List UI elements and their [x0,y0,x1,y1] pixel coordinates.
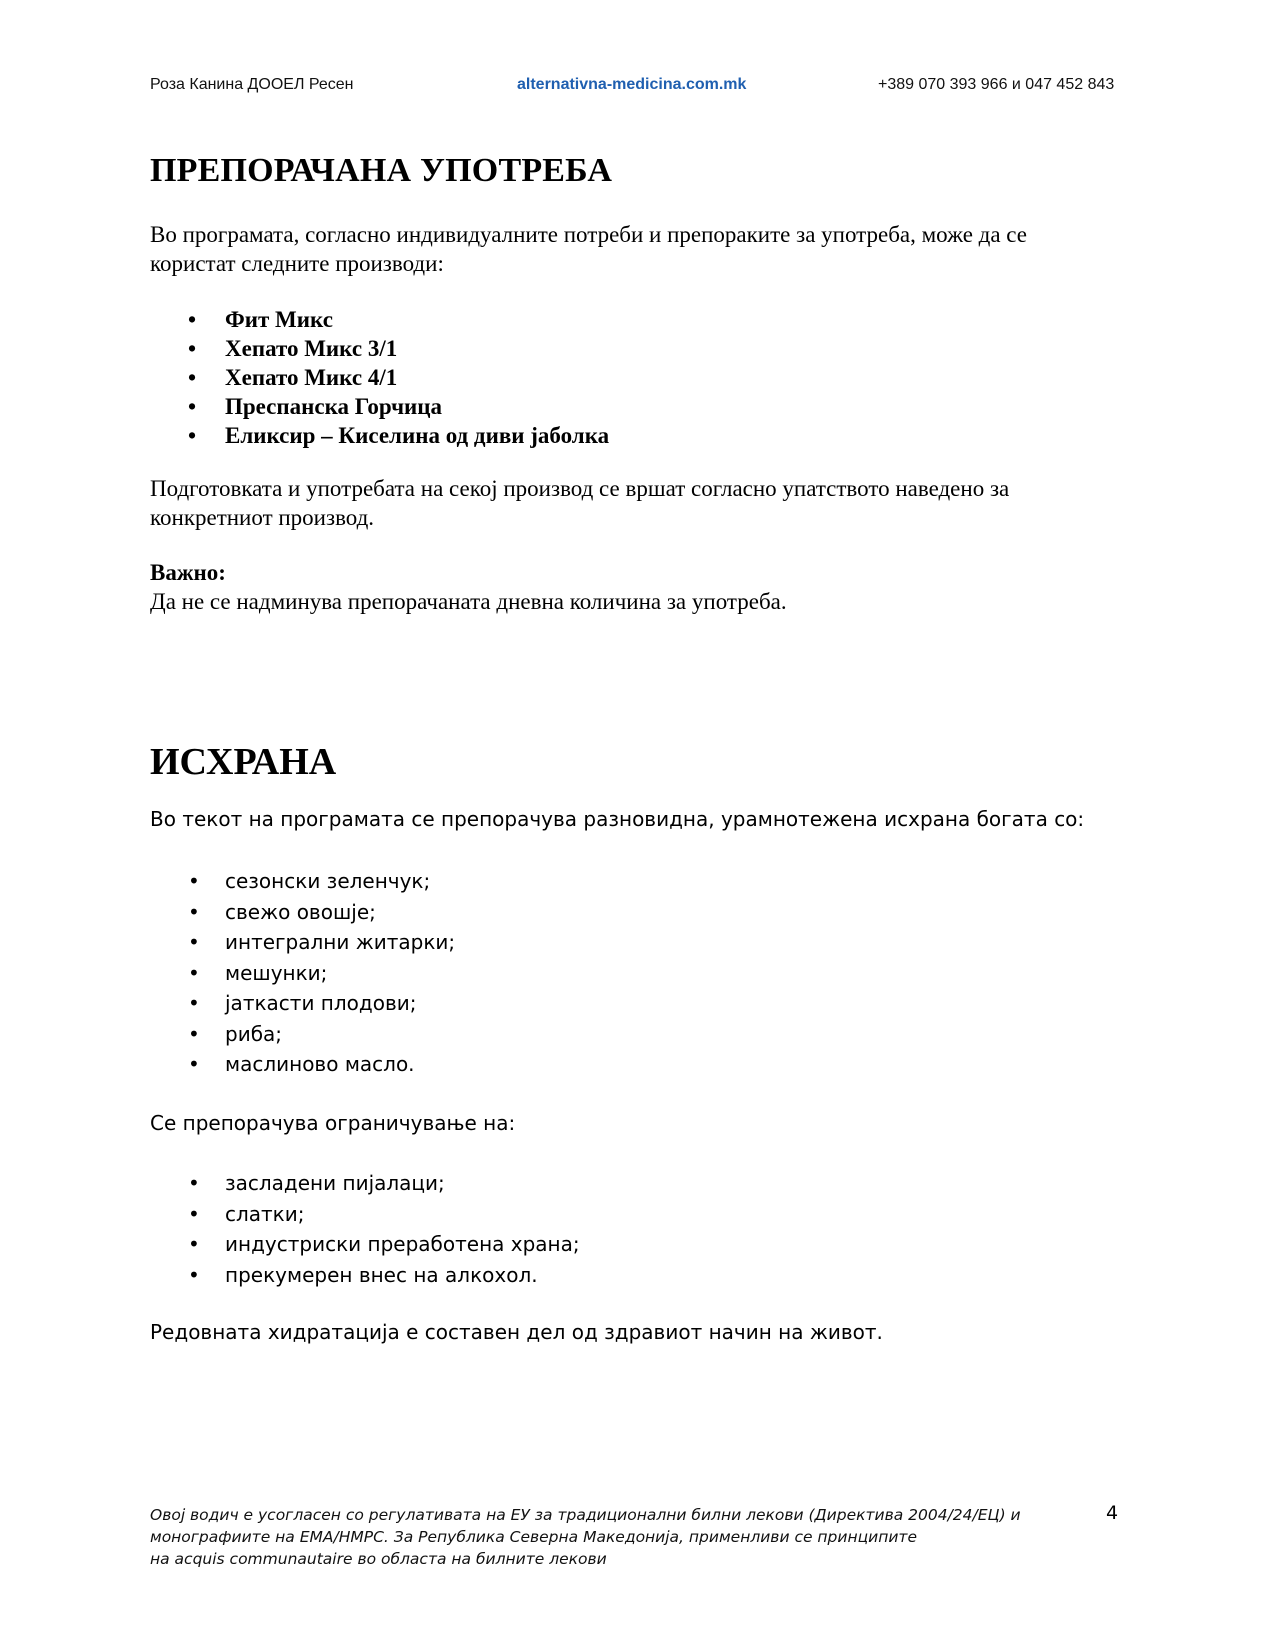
section1-prep-line2: конкретниот производ. [150,505,375,530]
bullet-icon: • [188,930,200,954]
footer-disclaimer [150,1504,1030,1570]
list-item: • маслиново масло. [150,1049,455,1080]
important-label: Важно: [150,560,226,585]
list-item: • мешунки; [150,958,455,989]
list-item: • сезонски зеленчук; [150,866,455,897]
section1-intro-line2: користат следните производи: [150,251,444,276]
list-item: • индустриски преработена храна; [150,1229,580,1260]
list-item: • јаткасти плодови; [150,988,455,1019]
list-item: • Еликсир – Киселина од диви јаболка [188,423,610,448]
bullet-icon: • [188,869,200,893]
list-item: • Хепато Микс 3/1 [188,336,398,361]
food-list [150,866,455,1080]
footer-line2: монографиите на ЕМА/HMPC. За Република Северна Македонија, применливи се принципите [150,1528,918,1546]
section2-intro: Во текот на програмата се препорачува разновидна, урамнотежена исхрана богата со: [150,807,1085,831]
bullet-icon: • [188,960,200,985]
bullet-icon: • [188,899,200,924]
bullet-icon: • [188,1052,200,1076]
list-item: • Фит Микс [188,307,333,332]
bullet-icon: • [188,1232,200,1256]
section1-intro-line1: Во програмата, согласно индивидуалните потреби и препораките за употреба, може да се [150,222,1028,247]
important-text: Да не се надминува препорачаната дневна количина за употреба. [150,589,787,614]
bullet-icon: • [188,1201,200,1226]
list-item: • Хепато Микс 4/1 [188,365,398,390]
bullet-icon: • [188,336,197,361]
hydration-note: Редовната хидратација е составен дел од здравиот начин на живот. [150,1320,883,1344]
product-list [150,305,609,450]
footer-line1: Овој водич е усогласен со регулативата на ЕУ за традиционални билни лекови (Директива 2004/24/ЕЦ) и [150,1506,1021,1524]
list-item: • Преспанска Горчица [188,394,443,419]
header-company: Роза Канина ДООЕЛ Ресен [150,76,354,93]
list-item: • слатки; [150,1199,580,1230]
bullet-icon: • [188,991,200,1015]
bullet-icon: • [188,307,197,332]
section-title-nutrition: ИСХРАНА [150,741,337,783]
list-item: • интегрални житарки; [150,927,455,958]
footer-line3: на acquis communautaire во областа на билните лекови [150,1550,607,1568]
bullet-icon: • [188,1171,200,1195]
list-item: • свежо овошје; [150,897,455,928]
limit-intro: Се препорачува ограничување на: [150,1111,516,1135]
header-phone: +389 070 393 966 и 047 452 843 [878,76,1115,93]
list-item: • засладени пијалаци; [150,1168,580,1199]
header-website-link[interactable]: alternativna-medicina.com.mk [517,76,747,93]
bullet-icon: • [188,1262,200,1287]
bullet-icon: • [188,423,197,448]
page-number: 4 [1106,1502,1119,1524]
limit-list [150,1168,580,1290]
important-note [150,558,1130,616]
list-item: • прекумерен внес на алкохол. [150,1260,580,1291]
section1-preparation [150,474,1130,532]
section1-prep-line1: Подготовката и употребата на секој производ се вршат согласно упатството наведено за [150,476,1010,501]
section-title-recommended-use: ПРЕПОРАЧАНА УПОТРЕБА [150,152,613,189]
bullet-icon: • [188,1021,200,1046]
list-item: • риба; [150,1019,455,1050]
bullet-icon: • [188,365,197,390]
section1-intro [150,220,1130,278]
bullet-icon: • [188,394,197,419]
